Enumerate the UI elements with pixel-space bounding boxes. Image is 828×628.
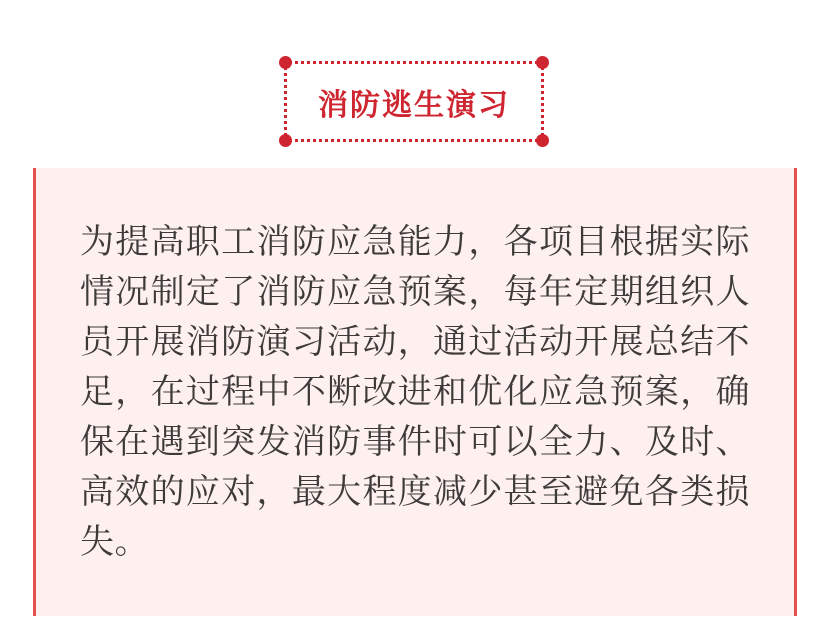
corner-dot-bottom-left bbox=[279, 134, 292, 147]
corner-dot-bottom-right bbox=[536, 134, 549, 147]
section-title: 消防逃生演习 bbox=[318, 88, 510, 122]
corner-dot-top-left bbox=[279, 56, 292, 69]
title-dashed-box bbox=[284, 61, 544, 142]
corner-dot-top-right bbox=[536, 56, 549, 69]
content-panel bbox=[33, 168, 797, 616]
body-paragraph: 为提高职工消防应急能力，各项目根据实际情况制定了消防应急预案，每年定期组织人员开展消防演习活动，通过活动开展总结不足，在过程中不断改进和优化应急预案，确保在遇到突发消防事件时可以全力、及时、高效的应对，最大程度减少甚至避免各类损失。 bbox=[80, 223, 750, 561]
